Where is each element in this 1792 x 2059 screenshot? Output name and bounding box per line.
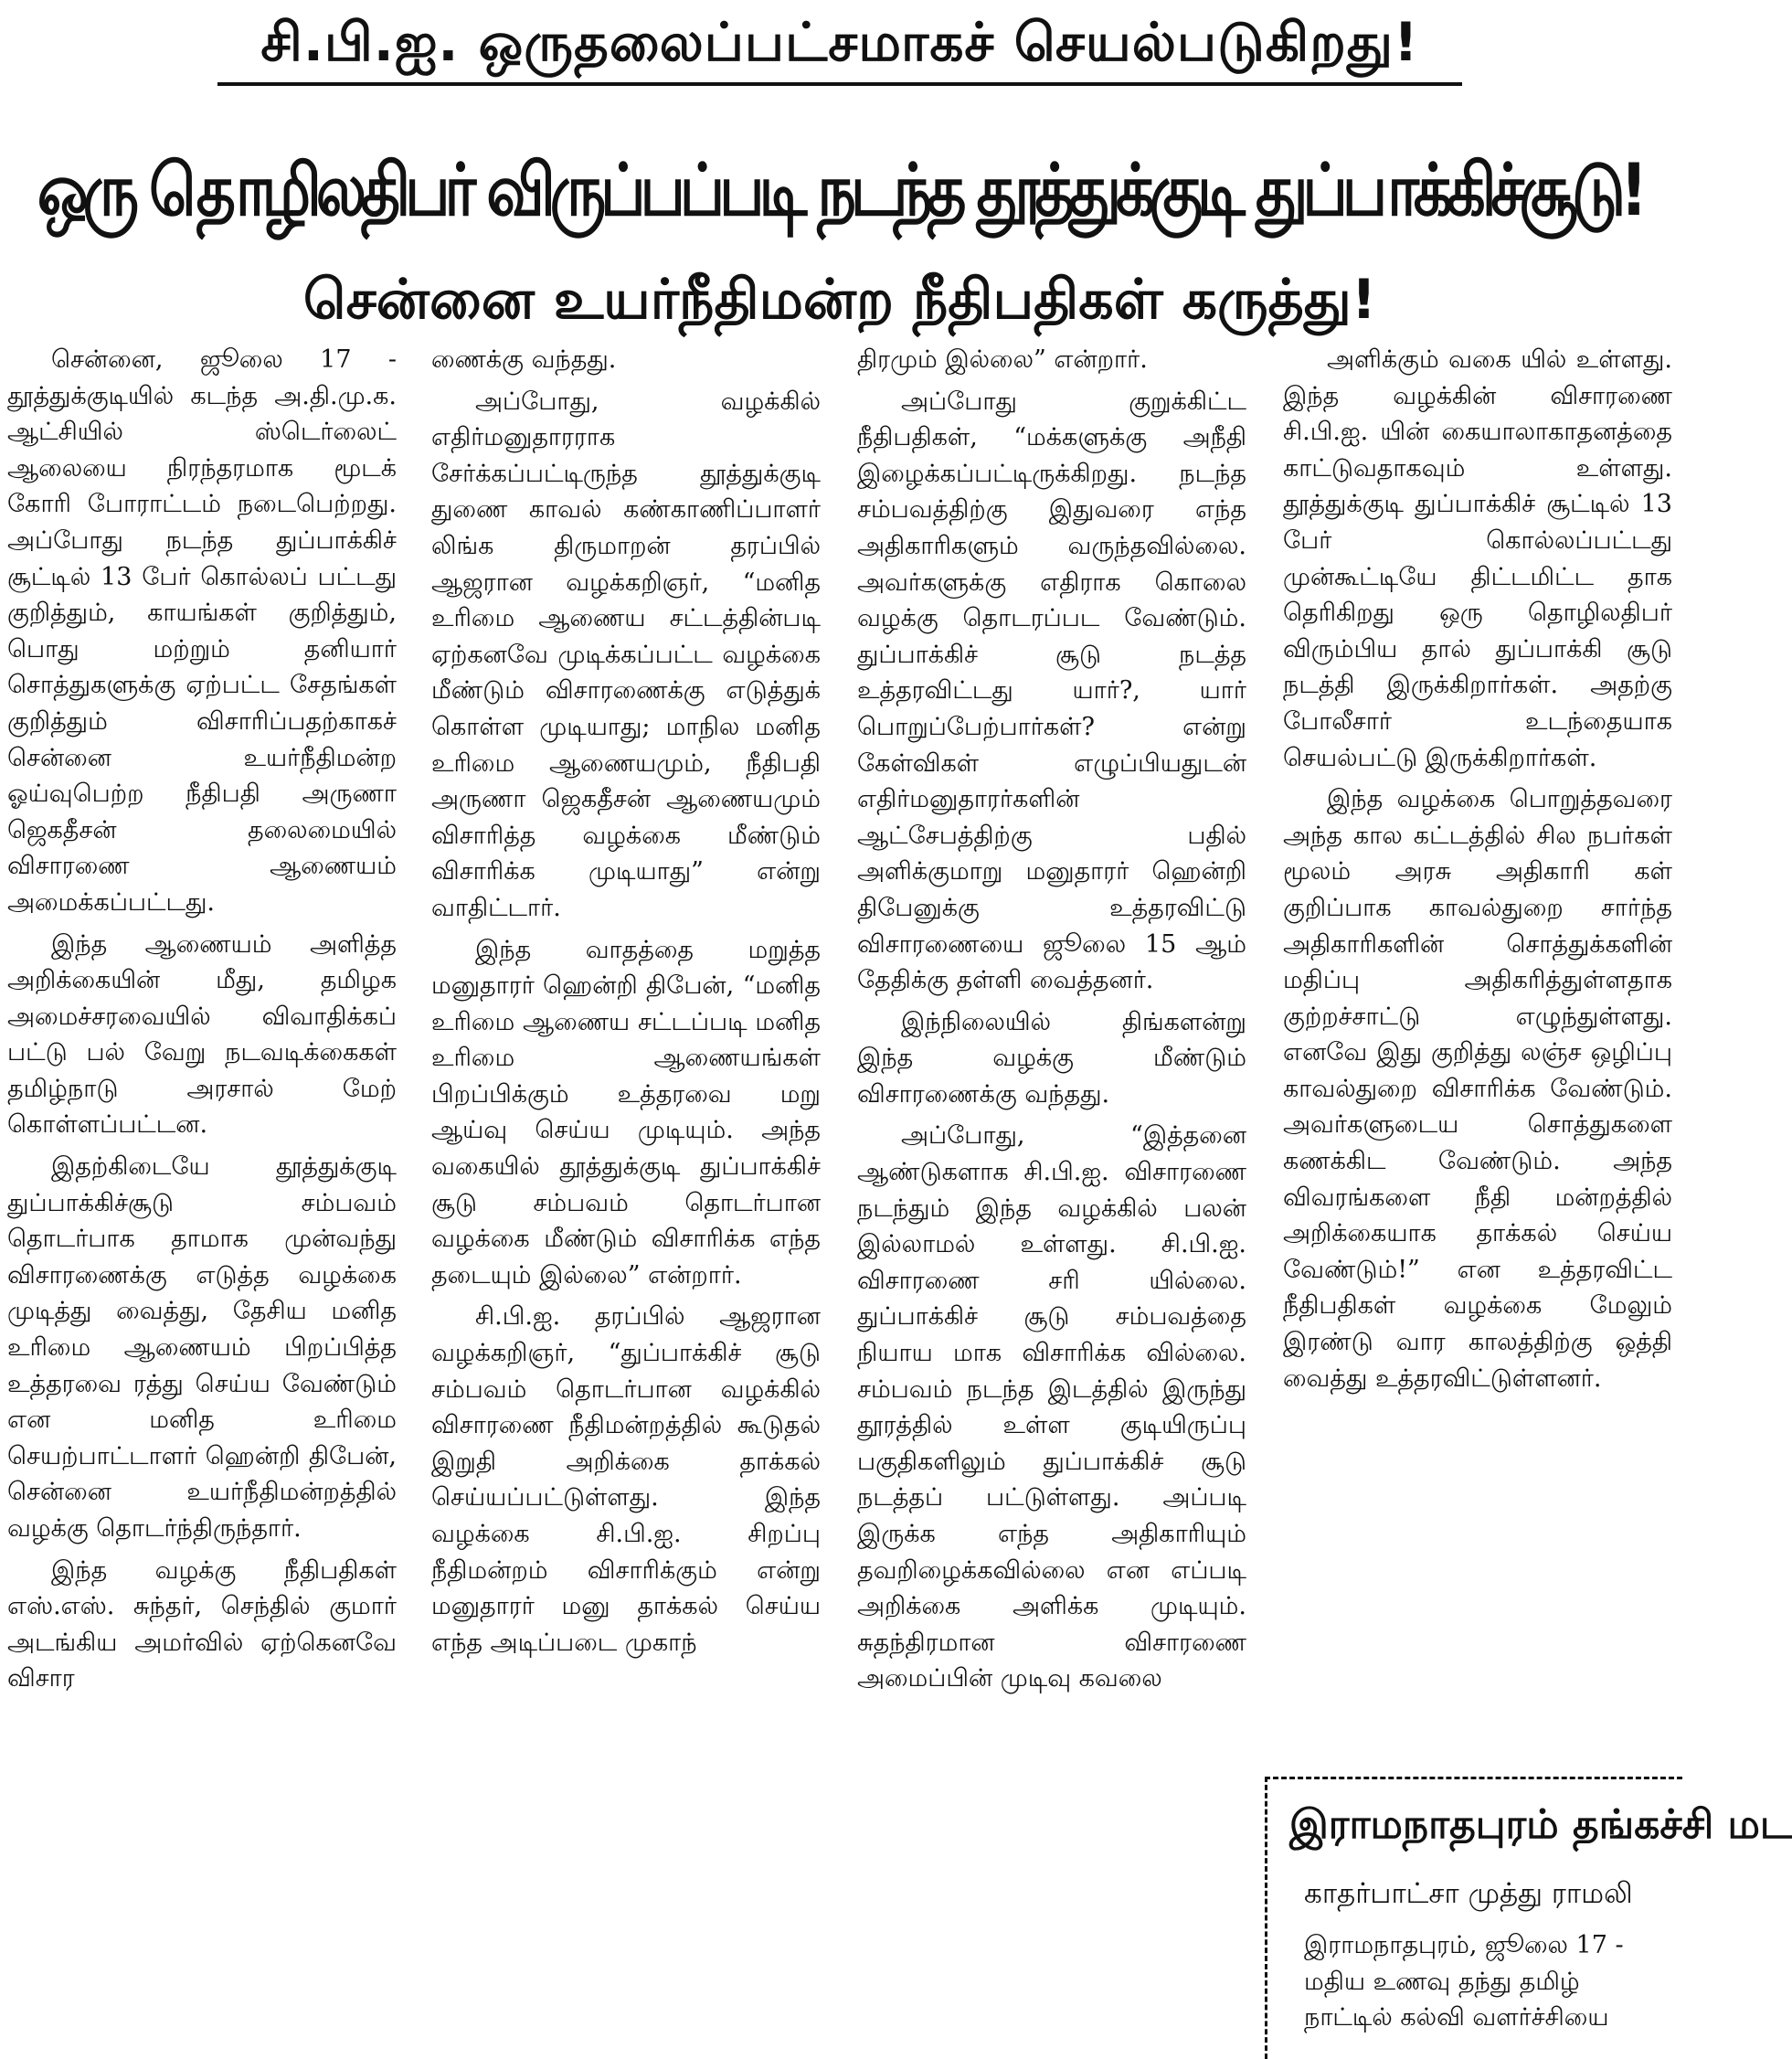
article-paragraph: அப்போது, “இத்தனை ஆண்டுகளாக சி.பி.ஐ. விசாரணை நடந்தும் இந்த வழக்கில் பலன் இல்லாமல் உள்ளது. சி.பி.ஐ. விசாரணை சரி யில்லை. துப்பாக்கிச் சூடு சம்பவத்தை நியாய மாக விசாரிக்க வில்லை. சம்பவம் நடந்த இடத்தில் இருந்து தூரத்தில் உள்ள குடியிருப்பு பகுதிகளிலும் துப்பாக்கிச் சூடு நடத்தப் பட்டுள்ளது. அப்படி இருக்க எந்த அதிகாரியும் தவறிழைக்கவில்லை என எப்படி அறிக்கை அளிக்க முடியும். சுதந்திரமான விசாரணை அமைப்பின் முடிவு கவலை <box>857 1121 1246 1693</box>
sidebar-story-line: நாட்டில் கல்வி வளர்ச்சியை <box>1304 2003 1609 2032</box>
article-paragraph: இந்த வழக்கை பொறுத்தவரை அந்த கால கட்டத்தில் சில நபர்கள் மூலம் அரசு அதிகாரி கள் குறிப்பாக காவல்துறை சார்ந்த அதிகாரிகளின் சொத்துக்களின் மதிப்பு அதிகரித்துள்ளதாக குற்றச்சாட்டு எழுந்துள்ளது. எனவே இது குறித்து லஞ்ச ஒழிப்பு காவல்துறை விசாரிக்க வேண்டும். அவர்களுடைய சொத்துகளை கணக்கிட வேண்டும். அந்த விவரங்களை நீதி மன்றத்தில் அறிக்கையாக தாக்கல் செய்ய வேண்டும்!” என உத்தரவிட்ட நீதிபதிகள் வழக்கை மேலும் இரண்டு வார காலத்திற்கு ஒத்தி வைத்து உத்தரவிட்டுள்ளனர். <box>1283 785 1672 1393</box>
article-paragraph: அளிக்கும் வகை யில் உள்ளது. இந்த வழக்கின் விசாரணை சி.பி.ஐ. யின் கையாலாகாதனத்தை காட்டுவதாகவும் உள்ளது. தூத்துக்குடி துப்பாக்கிச் சூட்டில் 13 பேர் கொல்லப்பட்டது முன்கூட்டியே திட்டமிட்ட தாக தெரிகிறது ஒரு தொழிலதிபர் விரும்பிய தால் துப்பாக்கி சூடு நடத்தி இருக்கிறார்கள். அதற்கு போலீசார் உடந்தையாக செயல்பட்டு இருக்கிறார்கள். <box>1283 345 1672 772</box>
sidebar-story-line: இராமநாதபுரம், ஜூலை 17 - <box>1304 1931 1624 1959</box>
article-paragraph: இந்த ஆணையம் அளித்த அறிக்கையின் மீது, தமிழக அமைச்சரவையில் விவாதிக்கப் பட்டு பல் வேறு நடவடிக்கைகள் தமிழ்நாடு அரசால் மேற் கொள்ளப்பட்டன. <box>7 929 397 1140</box>
article-column-2 <box>431 342 821 2056</box>
article-paragraph: இந்நிலையில் திங்களன்று இந்த வழக்கு மீண்டும் விசாரணைக்கு வந்தது. <box>857 1007 1246 1109</box>
sidebar-story-title: இராமநாதபுரம் தங்கச்சி மட <box>1289 1801 1792 1848</box>
article-paragraph: ணைக்கு வந்தது. <box>431 345 617 374</box>
sidebar-story-text <box>1267 1915 1682 2036</box>
sidebar-story-subtitle: காதர்பாட்சா முத்து ராமலி <box>1304 1877 1633 1910</box>
kicker-underline <box>217 82 1462 86</box>
article-paragraph: இதற்கிடையே தூத்துக்குடி துப்பாக்கிச்சூடு சம்பவம் தொடர்பாக தாமாக முன்வந்து விசாரணைக்கு எடுத்த வழக்கை முடித்து வைத்து, தேசிய மனித உரிமை ஆணையம் பிறப்பித்த உத்தரவை ரத்து செய்ய வேண்டும் என மனித உரிமை செயற்பாட்டாளர் ஹென்றி திபேன், சென்னை உயர்நீதிமன்றத்தில் வழக்கு தொடர்ந்திருந்தார். <box>7 1152 397 1543</box>
article-paragraph: இந்த வழக்கு நீதிபதிகள் எஸ்.எஸ். சுந்தர், செந்தில் குமார் அடங்கிய அமர்வில் ஏற்கெனவே விசார <box>7 1555 397 1693</box>
article-paragraph: சென்னை, ஜூலை 17 - தூத்துக்குடியில் கடந்த அ.தி.மு.க. ஆட்சியில் ஸ்டெர்லைட் ஆலையை நிரந்தரமாக மூடக் கோரி போராட்டம் நடைபெற்றது. அப்போது நடந்த துப்பாக்கிச் சூட்டில் 13 பேர் கொல்லப் பட்டது குறித்தும், காயங்கள் குறித்தும், பொது மற்றும் தனியார் சொத்துகளுக்கு ஏற்பட்ட சேதங்கள் குறித்தும் விசாரிப்பதற்காகச் சென்னை உயர்நீதிமன்ற ஓய்வுபெற்ற நீதிபதி அருணா ஜெகதீசன் தலைமையில் விசாரணை ஆணையம் அமைக்கப்பட்டது. <box>7 345 397 917</box>
article-paragraph: இந்த வாதத்தை மறுத்த மனுதாரர் ஹென்றி திபேன், “மனித உரிமை ஆணைய சட்டப்படி மனித உரிமை ஆணையங்கள் பிறப்பிக்கும் உத்தரவை மறு ஆய்வு செய்ய முடியும். அந்த வகையில் தூத்துக்குடி துப்பாக்கிச் சூடு சம்பவம் தொடர்பான வழக்கை மீண்டும் விசாரிக்க எந்த தடையும் இல்லை” என்றார். <box>431 935 821 1290</box>
article-paragraph: திரமும் இல்லை” என்றார். <box>857 345 1148 374</box>
article-paragraph: அப்போது குறுக்கிட்ட நீதிபதிகள், “மக்களுக்கு அநீதி இழைக்கப்பட்டிருக்கிறது. நடந்த சம்பவத்திற்கு இதுவரை எந்த அதிகாரிகளும் வருந்தவில்லை. அவர்களுக்கு எதிராக கொலை வழக்கு தொடரப்பட வேண்டும். துப்பாக்கிச் சூடு நடத்த உத்தரவிட்டது யார்?, யார் பொறுப்பேற்பார்கள்? என்று கேள்விகள் எழுப்பியதுடன் எதிர்மனுதாரர்களின் ஆட்சேபத்திற்கு பதில் அளிக்குமாறு மனுதாரர் ஹென்றி திபேனுக்கு உத்தரவிட்டு விசாரணையை ஜூலை 15 ஆம் தேதிக்கு தள்ளி வைத்தனர். <box>857 387 1246 995</box>
headline-main: ஒரு தொழிலதிபர் விருப்பப்படி நடந்த தூத்துக்குடி துப்பாக்கிச்சூடு! <box>37 147 1643 233</box>
article-paragraph: அப்போது, வழக்கில் எதிர்மனுதாரராக சேர்க்கப்பட்டிருந்த தூத்துக்குடி துணை காவல் கண்காணிப்பாளர் லிங்க திருமாறன் தரப்பில் ஆஜரான வழக்கறிஞர், “மனித உரிமை ஆணைய சட்டத்தின்படி ஏற்கனவே முடிக்கப்பட்ட வழக்கை மீண்டும் விசாரணைக்கு எடுத்துக் கொள்ள முடியாது; மாநில மனித உரிமை ஆணையமும், நீதிபதி அருணா ஜெகதீசன் ஆணையமும் விசாரித்த வழக்கை மீண்டும் விசாரிக்க முடியாது” என்று வாதிட்டார். <box>431 387 821 922</box>
article-paragraph: சி.பி.ஐ. தரப்பில் ஆஜரான வழக்கறிஞர், “துப்பாக்கிச் சூடு சம்பவம் தொடர்பான வழக்கில் விசாரணை நீதிமன்றத்தில் கூடுதல் இறுதி அறிக்கை தாக்கல் செய்யப்பட்டுள்ளது. இந்த வழக்கை சி.பி.ஐ. சிறப்பு நீதிமன்றம் விசாரிக்கும் என்று மனுதாரர் மனு தாக்கல் செய்ய எந்த அடிப்படை முகாந் <box>431 1302 821 1657</box>
sidebar-story-box <box>1265 1777 1792 2059</box>
article-column-3 <box>857 342 1246 2056</box>
sidebar-story-line: மதிய உணவு தந்து தமிழ் <box>1304 1967 1580 1996</box>
article-column-4 <box>1283 342 1672 1749</box>
headline-sub: சென்னை உயர்நீதிமன்ற நீதிபதிகள் கருத்து! <box>302 268 1377 332</box>
article-column-1 <box>7 342 397 2056</box>
headline-kicker: சி.பி.ஐ. ஒருதலைப்பட்சமாகச் செயல்படுகிறது! <box>260 11 1419 73</box>
